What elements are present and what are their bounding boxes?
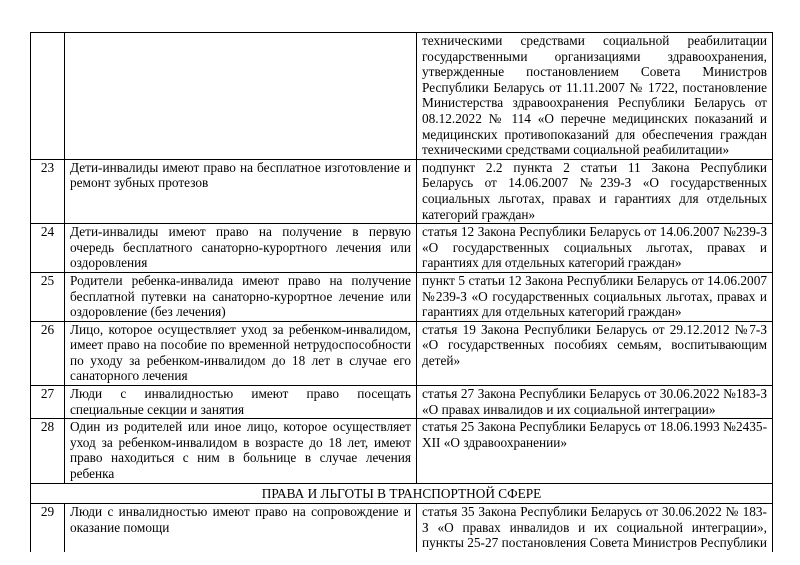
section-row bbox=[31, 483, 773, 504]
row-description: Люди с инвалидностью имеют право посещать специальные секции и занятия bbox=[65, 386, 417, 419]
row-legal-basis: подпункт 2.2 пункта 2 статьи 11 Закона Республики Беларусь от 14.06.2007 №239-З «О государственных социальных льготах, правах и гарантиях для отдельных категорий граждан» bbox=[417, 159, 773, 223]
row-legal-basis: статья 25 Закона Республики Беларусь от 18.06.1993 №2435-XII «О здравоохранении» bbox=[417, 419, 773, 483]
document-page bbox=[30, 32, 772, 552]
row-legal-basis: статья 19 Закона Республики Беларусь от 29.12.2012 №7-З «О государственных пособиях семьям, воспитывающим детей» bbox=[417, 321, 773, 385]
row-description: Лицо, которое осуществляет уход за ребенком-инвалидом, имеет право на пособие по временной нетрудоспособности по уходу за ребенком-инвалидом до 18 лет в случае его санаторного лечения bbox=[65, 321, 417, 385]
row-description: Один из родителей или иное лицо, которое осуществляет уход за ребенком-инвалидом в возрасте до 18 лет, имеют право находиться с ним в больнице в случае лечения ребенка bbox=[65, 419, 417, 483]
row-number: 28 bbox=[31, 419, 65, 483]
row-number: 24 bbox=[31, 224, 65, 273]
row-description: Люди с инвалидностью имеют право на сопровождение и оказание помощи bbox=[65, 504, 417, 552]
rights-table bbox=[30, 32, 773, 552]
table-row bbox=[31, 159, 773, 223]
row-description: Дети-инвалиды имеют право на бесплатное изготовление и ремонт зубных протезов bbox=[65, 159, 417, 223]
row-description: Дети-инвалиды имеют право на получение в первую очередь бесплатного санаторно-курортного лечения или оздоровления bbox=[65, 224, 417, 273]
section-heading: ПРАВА И ЛЬГОТЫ В ТРАНСПОРТНОЙ СФЕРЕ bbox=[31, 483, 773, 504]
row-legal-basis: статья 27 Закона Республики Беларусь от 30.06.2022 №183-З «О правах инвалидов и их социальной интеграции» bbox=[417, 386, 773, 419]
row-number bbox=[31, 33, 65, 160]
table-row bbox=[31, 419, 773, 483]
row-legal-basis: пункт 5 статьи 12 Закона Республики Беларусь от 14.06.2007 №239-З «О государственных социальных льготах, правах и гарантиях для отдельных категорий граждан» bbox=[417, 272, 773, 321]
row-legal-basis: техническими средствами социальной реабилитации государственными организациями здравоохранения, утвержденные постановлением Совета Министров Республики Беларусь от 11.11.2007 № 1722, постановление Министерства здравоохранения Республики Беларусь от 08.12.2022 № 114 «О перечне медицинских показаний и медицинских противопоказаний для обеспечения граждан техническими средствами социальной реабилитации» bbox=[417, 33, 773, 160]
row-description: Родители ребенка-инвалида имеют право на получение бесплатной путевки на санаторно-курортное лечение или оздоровление (без лечения) bbox=[65, 272, 417, 321]
table-row bbox=[31, 272, 773, 321]
table-row bbox=[31, 33, 773, 160]
row-legal-basis: статья 12 Закона Республики Беларусь от 14.06.2007 №239-З «О государственных социальных льготах, правах и гарантиях для отдельных категорий граждан» bbox=[417, 224, 773, 273]
table-row bbox=[31, 321, 773, 385]
row-number: 27 bbox=[31, 386, 65, 419]
table-row bbox=[31, 224, 773, 273]
row-description bbox=[65, 33, 417, 160]
row-number: 25 bbox=[31, 272, 65, 321]
row-number: 29 bbox=[31, 504, 65, 552]
table-row bbox=[31, 386, 773, 419]
table-row bbox=[31, 504, 773, 552]
row-number: 23 bbox=[31, 159, 65, 223]
row-legal-basis: статья 35 Закона Республики Беларусь от 30.06.2022 № 183-З «О правах инвалидов и их социальной интеграции», пункты 25-27 постановления Совета Министров Республики bbox=[417, 504, 773, 552]
row-number: 26 bbox=[31, 321, 65, 385]
